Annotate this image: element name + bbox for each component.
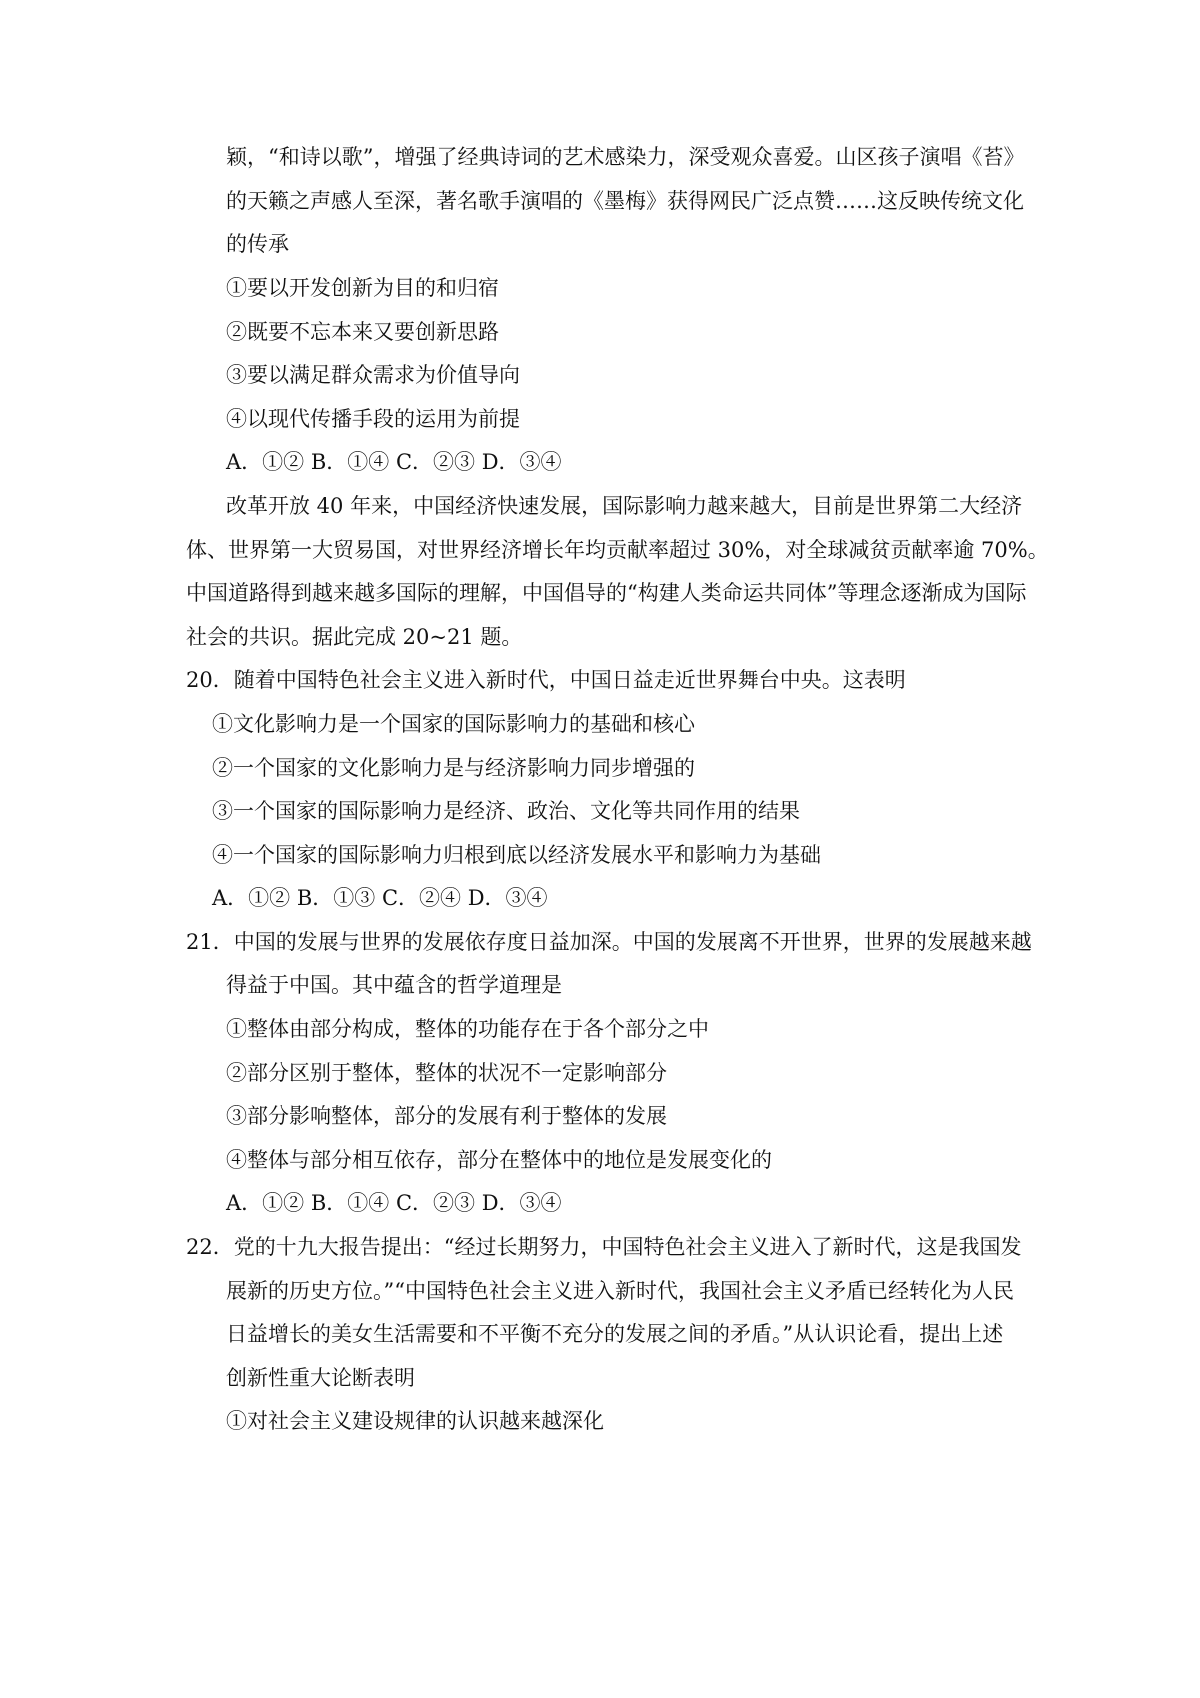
q19-stem-line-2: 的天籁之声感人至深，著名歌手演唱的《墨梅》获得网民广泛点赞……这反映传统文化 <box>226 189 1024 213</box>
q19-option-1: ①要以开发创新为目的和归宿 <box>226 276 499 300</box>
q21-stem-line-1: 21．中国的发展与世界的发展依存度日益加深。中国的发展离不开世界，世界的发展越来越 <box>186 930 1032 954</box>
q20-option-4: ④一个国家的国际影响力归根到底以经济发展水平和影响力为基础 <box>212 843 821 867</box>
q21-stem-line-2: 得益于中国。其中蕴含的哲学道理是 <box>226 973 562 997</box>
q22-stem-line-4: 创新性重大论断表明 <box>226 1366 415 1390</box>
q21-option-3: ③部分影响整体，部分的发展有利于整体的发展 <box>226 1104 667 1128</box>
q19-stem-line-1: 颖，“和诗以歌”，增强了经典诗词的艺术感染力，深受观众喜爱。山区孩子演唱《苔》 <box>226 145 1025 169</box>
q21-option-1: ①整体由部分构成，整体的功能存在于各个部分之中 <box>226 1017 709 1041</box>
q19-stem-line-3: 的传承 <box>226 232 289 256</box>
q19-option-2: ②既要不忘本来又要创新思路 <box>226 320 499 344</box>
q22-stem-line-2: 展新的历史方位。”“中国特色社会主义进入新时代，我国社会主义矛盾已经转化为人民 <box>226 1279 1014 1303</box>
q22-option-1: ①对社会主义建设规律的认识越来越深化 <box>226 1409 604 1433</box>
q19-answers: A．①② B．①④ C．②③ D．③④ <box>226 450 562 474</box>
q20-stem: 20．随着中国特色社会主义进入新时代，中国日益走近世界舞台中央。这表明 <box>186 668 906 692</box>
q21-option-2: ②部分区别于整体，整体的状况不一定影响部分 <box>226 1061 667 1085</box>
material-line-4: 社会的共识。据此完成 20~21 题。 <box>186 625 523 649</box>
material-line-2: 体、世界第一大贸易国，对世界经济增长年均贡献率超过 30%，对全球减贫贡献率逾 70%。 <box>186 538 1049 562</box>
q20-answers: A．①② B．①③ C．②④ D．③④ <box>212 886 548 910</box>
material-line-3: 中国道路得到越来越多国际的理解，中国倡导的“构建人类命运共同体”等理念逐渐成为国际 <box>186 581 1027 605</box>
material-line-1: 改革开放 40 年来，中国经济快速发展，国际影响力越来越大，目前是世界第二大经济 <box>226 494 1023 518</box>
q22-stem-line-1: 22．党的十九大报告提出：“经过长期努力，中国特色社会主义进入了新时代，这是我国发 <box>186 1235 1022 1259</box>
q20-option-2: ②一个国家的文化影响力是与经济影响力同步增强的 <box>212 756 695 780</box>
q19-option-4: ④以现代传播手段的运用为前提 <box>226 407 520 431</box>
q19-option-3: ③要以满足群众需求为价值导向 <box>226 363 520 387</box>
q20-option-3: ③一个国家的国际影响力是经济、政治、文化等共同作用的结果 <box>212 799 800 823</box>
q20-option-1: ①文化影响力是一个国家的国际影响力的基础和核心 <box>212 712 695 736</box>
q21-answers: A．①② B．①④ C．②③ D．③④ <box>226 1191 562 1215</box>
q21-option-4: ④整体与部分相互依存，部分在整体中的地位是发展变化的 <box>226 1148 772 1172</box>
q22-stem-line-3: 日益增长的美女生活需要和不平衡不充分的发展之间的矛盾。”从认识论看，提出上述 <box>226 1322 1004 1346</box>
